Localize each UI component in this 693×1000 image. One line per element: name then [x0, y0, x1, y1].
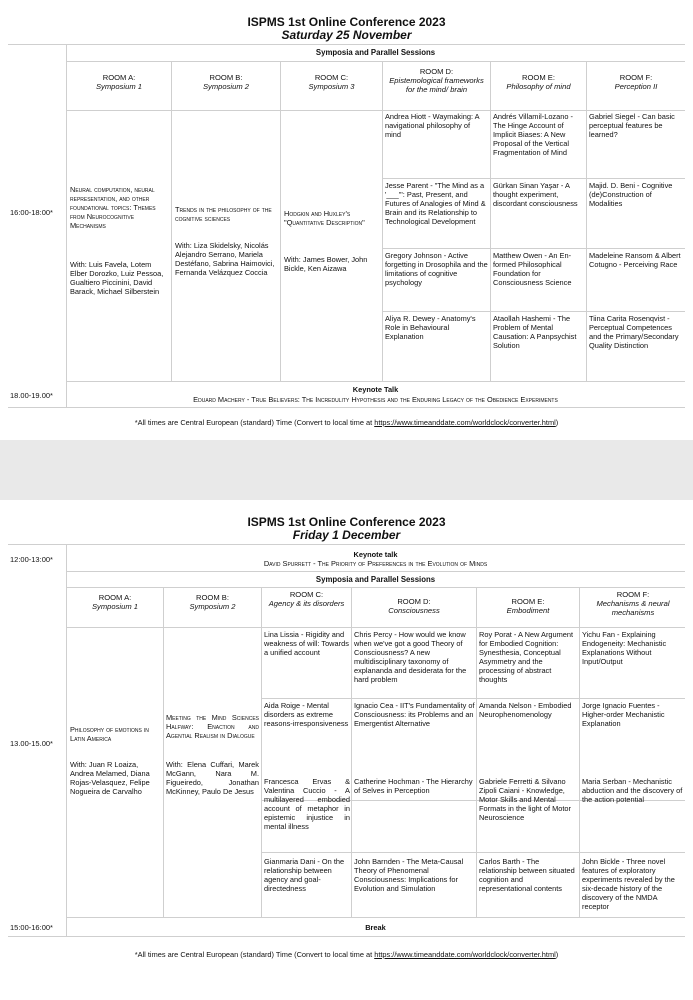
time-slot-0: 12:00-13:00*: [10, 555, 53, 564]
talk-e4: Ataollah Hashemi - The Problem of Mental Causation: A Panpsychist Solution: [493, 314, 577, 350]
symposium-b-speakers: With: Elena Cuffari, Marek McGann, Nara M. Figueiredo, Jonathan McKinney, Paulo De Jesus: [166, 760, 259, 796]
talk-e1: Roy Porat - A New Argument for Embodied Cognition: Synesthesia, Conceptual Asymmetry and the processing of abstract thoughts: [479, 630, 574, 684]
talk-d1: Andrea Hiott - Waymaking: A navigational philosophy of mind: [385, 112, 480, 139]
symposium-b-title: Trends in the philosophy of the cognitive sciences: [175, 205, 272, 223]
talk-d2: Ignacio Cea - IIT's Fundamentality of Consciousness: its Problems and an Emergentist Alternative: [354, 701, 475, 728]
converter-link[interactable]: https://www.timeanddate.com/worldclock/converter.html: [374, 418, 556, 427]
footnote: *All times are Central European (standard) Time (Convert to local time at https://www.timeanddate.com/worldclock/converter.html): [134, 418, 559, 427]
footnote: *All times are Central European (standard) Time (Convert to local time at https://www.timeanddate.com/worldclock/converter.html): [134, 950, 559, 959]
room-e-header: ROOM E: Embodiment: [506, 597, 550, 615]
break-label: Break: [365, 923, 386, 932]
symposium-a-speakers: With: Luis Favela, Lotem Elber Dorozko, Luiz Pessoa, Gualtiero Piccinini, David Barack, Michael Silberstein: [70, 260, 164, 296]
converter-link[interactable]: https://www.timeanddate.com/worldclock/converter.html: [374, 950, 556, 959]
schedule-table: [8, 44, 685, 408]
conference-title: [8, 16, 685, 42]
talk-d3: Gregory Johnson - Active forgetting in Drosophila and the limitations of cognitive psychology: [385, 251, 488, 287]
schedule-table: [8, 544, 685, 937]
symposium-c-speakers: With: James Bower, John Bickle, Ken Aizawa: [284, 255, 368, 273]
talk-e1: Andrés Villamil-Lozano - The Hinge Account of Implicit Biases: A New Proposal of the Vertical Fragmentation of Mind: [493, 112, 573, 157]
talk-d3: Catherine Hochman - The Hierarchy of Selves in Perception: [354, 777, 473, 795]
talk-c3: Francesca Ervas & Valentina Cuccio - A multilayered embodied account of metaphor in epistemic injustice in mental illness: [264, 777, 350, 831]
room-d-header: ROOM D: Consciousness: [388, 597, 440, 615]
room-b-header: ROOM B: Symposium 2: [202, 73, 249, 91]
keynote-label: Keynote talk: [353, 550, 398, 559]
talk-f4: John Bickle - Three novel features of exploratory experiments revealed by the six-decade history of the discovery of the NMDA receptor: [582, 857, 675, 911]
talk-c4: Gianmaria Dani - On the relationship between agency and goal-directedness: [264, 857, 345, 893]
keynote-talk: David Spurrett - The Priority of Preferences in the Evolution of Minds: [263, 559, 488, 568]
title-text: ISPMS 1st Online Conference 2023: [247, 15, 446, 29]
time-slot-1: 13.00-15.00*: [10, 739, 53, 748]
keynote-label: Keynote Talk: [352, 385, 399, 394]
talk-f1: Gabriel Siegel - Can basic perceptual features be learned?: [589, 112, 675, 139]
talk-e2: Gürkan Sinan Yaşar - A thought experiment, discordant consciousness: [493, 181, 578, 208]
talk-e3: Gabriele Ferretti & Silvano Zipoli Caiani - Knowledge, Motor Skills and Mental Formats in the light of Motor Neuroscience: [479, 777, 572, 822]
room-f-header: ROOM F: Mechanisms & neural mechanisms: [596, 590, 670, 617]
symposium-b-speakers: With: Liza Skidelsky, Nicolás Alejandro Serrano, Mariela Destéfano, Sabrina Haimovici, Fernanda Velázquez Coccia: [175, 241, 275, 277]
symposium-a-title: Philosophy of emotions in Latin America: [70, 725, 149, 743]
section-header: Symposia and Parallel Sessions: [315, 575, 436, 584]
room-f-header: ROOM F: Perception II: [614, 73, 658, 91]
talk-f2: Majid. D. Beni - Cognitive (de)Construction of Modalities: [589, 181, 673, 208]
talk-f2: Jorge Ignacio Fuentes - Higher-order Mechanistic Explanation: [582, 701, 665, 728]
schedule-page-day2: [0, 500, 693, 1000]
room-b-header: ROOM B: Symposium 2: [189, 593, 236, 611]
room-e-header: ROOM E: Philosophy of mind: [506, 73, 571, 91]
talk-e4: Carlos Barth - The relationship between situated cognition and representational contents: [479, 857, 575, 893]
conference-title: [8, 516, 685, 542]
talk-f4: Tiina Carita Rosenqvist - Perceptual Competences and the Primary/Secondary Quality Distinction: [589, 314, 679, 350]
symposium-c-title: Hodgkin and Huxley's "Quantitative Description": [284, 209, 365, 227]
talk-c1: Lina Lissia - Rigidity and weakness of will: Towards a unified account: [264, 630, 349, 657]
time-slot-1: 16:00-18:00*: [10, 208, 53, 217]
talk-d4: John Barnden - The Meta-Causal Theory of Phenomenal Consciousness: Implications for Evolution and Simulation: [354, 857, 464, 893]
room-c-header: ROOM C: Agency & its disorders: [268, 590, 345, 608]
time-slot-2: 18.00-19.00*: [10, 391, 53, 400]
room-a-header: ROOM A: Symposium 1: [91, 593, 138, 611]
schedule-page-day1: [0, 0, 693, 440]
talk-f3: Madeleine Ransom & Albert Cotugno - Perceiving Race: [589, 251, 681, 269]
talk-e3: Matthew Owen - An En-formed Philosophical Foundation for Consciousness Science: [493, 251, 572, 287]
keynote-talk: Eduard Machery - True Believers: The Incredulity Hypothesis and the Enduring Legacy of the Obedience Experiments: [193, 395, 558, 404]
symposium-a-title: Neural computation, neural representation, and other foundational topics: Themes from Neurocognitive Mechanisms: [70, 185, 156, 230]
time-slot-2: 15:00-16:00*: [10, 923, 53, 932]
talk-d4: Aliya R. Dewey - Anatomy's Role in Behavioural Explanation: [385, 314, 476, 341]
talk-f3: Maria Serban - Mechanistic abduction and the discovery of the action potential: [582, 777, 683, 804]
room-d-header: ROOM D: Epistemological frameworks for the mind/ brain: [389, 67, 484, 94]
time-column: [8, 45, 67, 407]
talk-e2: Amanda Nelson - Embodied Neurophenomenology: [479, 701, 572, 719]
symposium-b-title: Meeting the Mind Sciences Halfway: Enaction and Agential Realism in Dialogue: [166, 713, 259, 740]
symposium-a-speakers: With: Juan R Loaiza, Andrea Melamed, Diana Rojas-Velasquez, Felipe Nogueira de Carvalho: [70, 760, 150, 796]
talk-f1: Yichu Fan - Explaining Endogeneity: Mechanistic Explanations Without Input/Output: [582, 630, 667, 666]
talk-d1: Chris Percy - How would we know when we've got a good Theory of Consciousness? A new multidisciplinary taxonomy of explananda and desiderata for the hard problem: [354, 630, 467, 684]
section-header: Symposia and Parallel Sessions: [315, 48, 436, 57]
title-text: ISPMS 1st Online Conference 2023: [247, 515, 446, 529]
room-c-header: ROOM C: Symposium 3: [308, 73, 355, 91]
day-date: Saturday 25 November: [281, 28, 412, 42]
day-date: Friday 1 December: [292, 528, 401, 542]
talk-c2: Aida Roige - Mental disorders as extreme reasons-irresponsiveness: [264, 701, 349, 728]
room-a-header: ROOM A: Symposium 1: [95, 73, 142, 91]
talk-d2: Jesse Parent - "The Mind as a '___'": Past, Present, and Futures of Analogies of Mind & Brain and its Relationship to Technological Development: [385, 181, 486, 226]
